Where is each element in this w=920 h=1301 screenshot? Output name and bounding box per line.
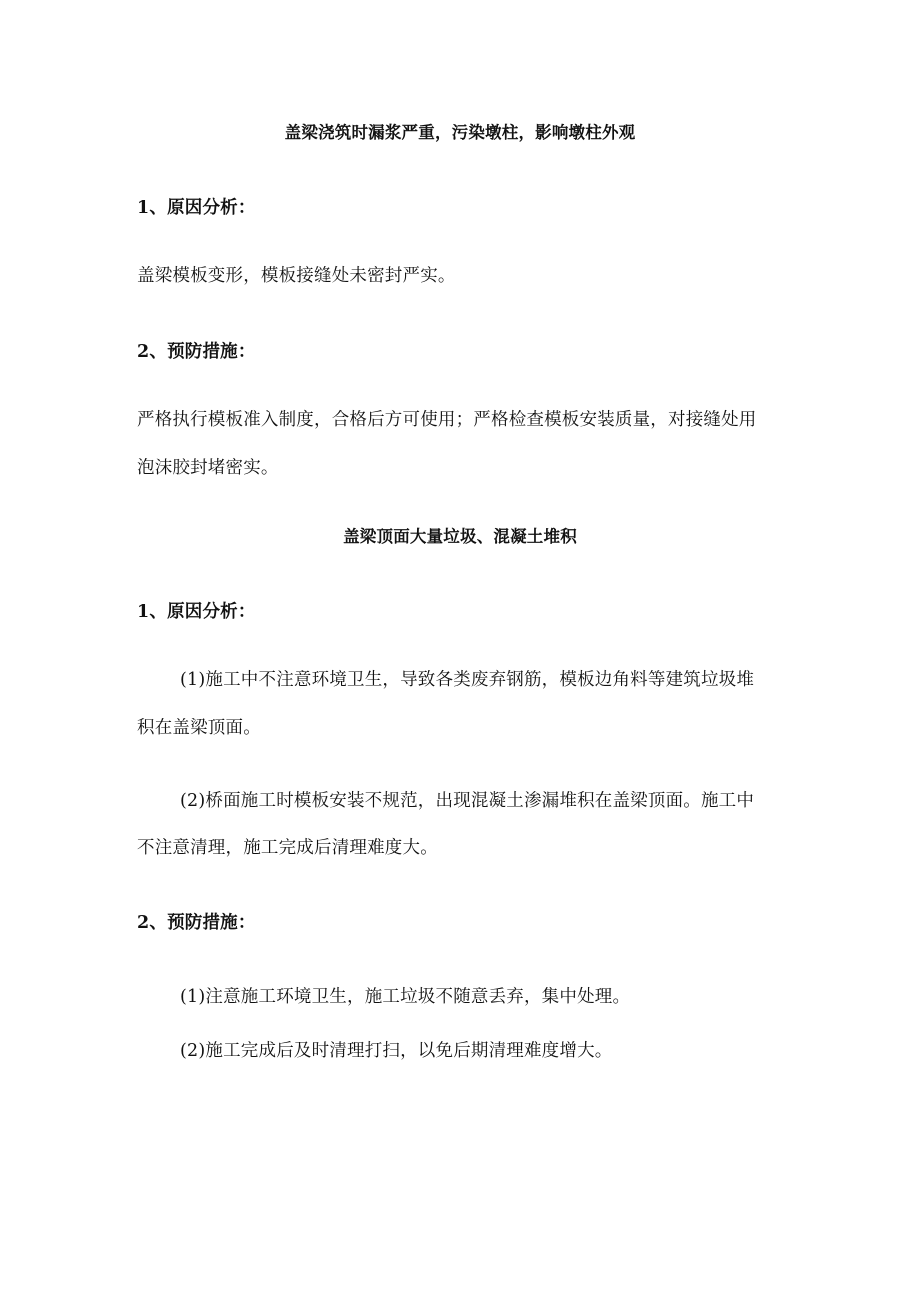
section-title: 盖梁浇筑时漏浆严重，污染墩柱，影响墩柱外观 xyxy=(284,123,636,142)
cause-text-line: (1)施工中不注意环境卫生，导致各类废弃钢筋，模板边角料等建筑垃圾堆 xyxy=(180,670,755,690)
cause-text-line: 积在盖梁顶面。 xyxy=(137,718,261,738)
cause-text-line: 不注意清理，施工完成后清理难度大。 xyxy=(137,838,438,858)
cause-text-line: 盖梁模板变形，模板接缝处未密封严实。 xyxy=(137,266,456,286)
cause-heading: 1、原因分析： xyxy=(137,198,256,218)
section-title: 盖梁顶面大量垃圾、混凝土堆积 xyxy=(343,527,577,546)
prevention-text-line: (2)施工完成后及时清理打扫，以免后期清理难度增大。 xyxy=(180,1041,613,1061)
cause-text-line: (2)桥面施工时模板安装不规范，出现混凝土渗漏堆积在盖梁顶面。施工中 xyxy=(180,791,755,811)
prevention-heading: 2、预防措施： xyxy=(137,342,256,362)
prevention-text-line: 严格执行模板准入制度，合格后方可使用；严格检查模板安装质量，对接缝处用 xyxy=(137,410,757,430)
prevention-heading: 2、预防措施： xyxy=(137,913,256,933)
prevention-text-line: (1)注意施工环境卫生，施工垃圾不随意丢弃，集中处理。 xyxy=(180,987,631,1007)
prevention-text-line: 泡沫胶封堵密实。 xyxy=(137,458,279,478)
cause-heading: 1、原因分析： xyxy=(137,602,256,622)
